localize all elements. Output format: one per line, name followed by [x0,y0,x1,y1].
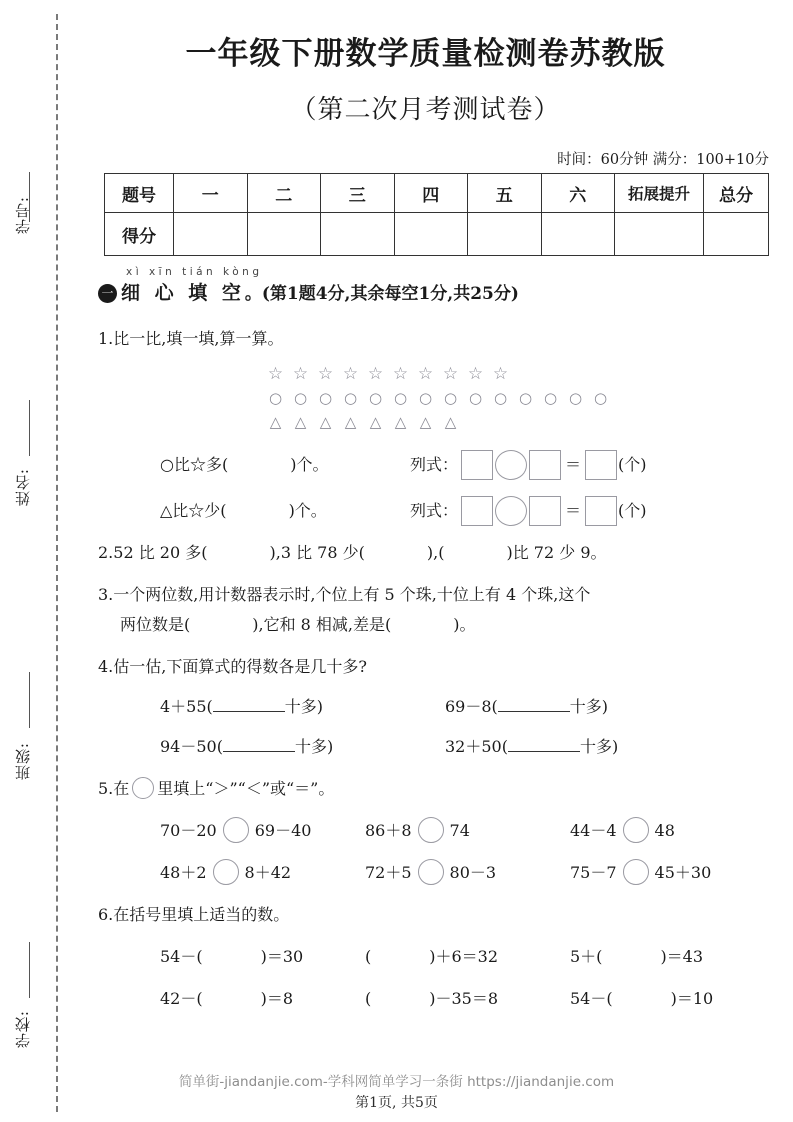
star-icon: ☆ [442,364,459,384]
question-1-shapes [98,362,775,434]
score-cell-4[interactable] [394,213,468,256]
q2-part-2: ),3 比 78 少( [269,543,365,562]
q6-pre-5: ( [365,989,372,1008]
section-number-badge: 一 [98,284,117,303]
question-5-item-4 [160,858,365,888]
q6-post-5: )－35＝8 [429,989,499,1008]
q6-post-2: )＋6＝32 [429,947,499,966]
triangle-icon: △ [394,413,407,431]
question-5 [58,774,793,888]
q5-left-3: 44－4 [570,821,617,840]
q6-post-1: )＝30 [260,947,304,966]
q5-right-3: 48 [654,821,675,840]
question-1-row-1 [98,450,775,480]
circle-icon: ○ [418,389,433,407]
triangle-icon: △ [369,413,382,431]
q5-stem-b: 里填上“＞”“＜”或“＝”。 [157,779,335,798]
star-icon: ☆ [467,364,484,384]
circle-icon: ○ [393,389,408,407]
q5-left-6: 75－7 [570,863,617,882]
section-pinyin: xì xīn tián kòng [126,266,263,278]
shape-row-triangles [263,410,775,434]
q5-left-5: 72＋5 [365,863,412,882]
q6-pre-4: 42－( [160,989,203,1008]
question-4-item-1 [160,692,445,722]
footer-watermark: 简单街-jiandanjie.com-学科网简单学习一条街 https://jiandanjie.com [178,1074,615,1090]
score-table-col-3: 三 [321,174,395,213]
margin-label-class: 班级: [14,742,32,781]
q4-expr-2: 69－8( [445,697,498,716]
equals-sign: ＝ [565,501,582,520]
footer-page-number: 第1页, 共5页 [355,1095,438,1111]
question-3-line-2 [98,610,775,640]
equation-box-operand-1[interactable] [461,496,493,526]
q6-pre-6: 54－( [570,989,613,1008]
equation-unit: (个) [618,455,647,474]
score-table-wrapper [58,173,793,256]
question-6-row-1 [98,942,775,972]
question-1-row-1-text [160,450,410,480]
question-2-text [98,538,775,568]
score-table-col-extension: 拓展提升 [615,174,704,213]
star-icon: ☆ [267,364,284,384]
score-table-col-4: 四 [394,174,468,213]
equation-label: 列式： [410,501,459,520]
comparison-circle-icon [132,777,154,799]
question-5-stem [98,774,775,804]
question-6-item-5 [365,984,570,1014]
section-header-fill-in-blanks [58,266,793,312]
star-icon: ☆ [317,364,334,384]
q5-left-1: 70－20 [160,821,217,840]
margin-label-school: 学校: [14,1010,32,1049]
equation-box-operand-1[interactable] [461,450,493,480]
equation-box-result[interactable] [585,496,617,526]
shape-row-circles [263,386,775,410]
equals-sign: ＝ [565,455,582,474]
triangle-icon: △ [444,413,457,431]
question-5-item-2 [365,816,570,846]
star-icon: ☆ [292,364,309,384]
question-6-item-1 [160,942,365,972]
triangle-icon: △ [319,413,332,431]
q2-part-4: )比 72 少 9。 [506,543,607,562]
q4-tail-2: 十多) [569,697,609,716]
circle-icon: ○ [493,389,508,407]
q6-pre-2: ( [365,947,372,966]
q6-post-4: )＝8 [260,989,294,1008]
score-table-col-1: 一 [174,174,248,213]
left-margin-strip [0,0,58,1122]
q4-expr-1: 4＋55( [160,697,213,716]
circle-icon: ○ [443,389,458,407]
comparison-answer-circle[interactable] [623,817,649,843]
score-cell-5[interactable] [468,213,542,256]
exam-meta-info: 时间：60分钟 满分：100+10分 [557,152,769,168]
q3-part-a: 两位数是( [120,615,191,634]
question-4-item-2 [445,692,730,722]
q4-tail-3: 十多) [294,737,334,756]
circle-icon: ○ [343,389,358,407]
question-5-item-3 [570,816,775,846]
triangle-icon: △ [269,413,282,431]
page-subtitle: （第二次月考测试卷） [290,95,561,125]
q4-tail-4: 十多) [579,737,619,756]
question-1-stem: 1.比一比,填一填,算一算。 [98,329,284,348]
q5-right-4: 8＋42 [244,863,292,882]
question-5-item-1 [160,816,365,846]
answer-blank-underline[interactable] [508,736,580,752]
circle-icon: ○ [518,389,533,407]
circle-icon: ○ [293,389,308,407]
comparison-answer-circle[interactable] [223,817,249,843]
comparison-answer-circle[interactable] [418,859,444,885]
q5-left-2: 86＋8 [365,821,412,840]
margin-rule-class [29,672,30,728]
question-1-row-2-text [160,496,410,526]
q2-part-3: ),( [426,543,445,562]
answer-blank-underline[interactable] [498,696,570,712]
triangle-icon: △ [419,413,432,431]
score-cell-3[interactable] [321,213,395,256]
circle-icon: ○ [543,389,558,407]
score-table-col-6: 六 [541,174,615,213]
answer-blank-underline[interactable] [213,696,285,712]
question-4 [58,652,793,762]
q5-right-6: 45＋30 [654,863,712,882]
question-1-row-2-equation [410,496,647,526]
page-title: 一年级下册数学质量检测卷苏教版 [185,36,666,72]
comparison-answer-circle[interactable] [418,817,444,843]
score-cell-1[interactable] [174,213,248,256]
triangle-icon: △ [344,413,357,431]
question-4-item-3 [160,732,445,762]
comparison-answer-circle[interactable] [623,859,649,885]
q1r2-suffix: )个。 [288,501,327,520]
section-title: 细 心 填 空 [121,282,245,304]
q6-pre-3: 5＋( [570,947,603,966]
margin-label-student-id: 学号: [14,196,32,235]
shape-row-stars [263,362,775,386]
star-icon: ☆ [417,364,434,384]
score-cell-2[interactable] [247,213,321,256]
equation-box-result[interactable] [585,450,617,480]
score-cell-total[interactable] [704,213,769,256]
answer-blank-underline[interactable] [223,736,295,752]
q5-right-1: 69－40 [254,821,312,840]
score-table-row-label-0: 题号 [105,174,174,213]
question-4-stem: 4.估一估,下面算式的得数各是几十多? [98,657,367,676]
circle-icon: ○ [593,389,608,407]
star-icon: ☆ [367,364,384,384]
question-6 [58,900,793,1014]
table-row-header [105,174,769,213]
question-5-item-5 [365,858,570,888]
question-5-item-6 [570,858,775,888]
q4-expr-3: 94－50( [160,737,223,756]
triangle-icon: △ [294,413,307,431]
question-1-row-2 [98,496,775,526]
q6-post-3: )＝43 [660,947,704,966]
margin-rule-name [29,400,30,456]
q3-part-c: )。 [453,615,476,634]
question-2 [58,538,793,568]
question-3 [58,580,793,640]
question-6-item-4 [160,984,365,1014]
circle-icon: ○ [468,389,483,407]
score-table-col-5: 五 [468,174,542,213]
question-6-stem: 6.在括号里填上适当的数。 [98,905,290,924]
star-icon: ☆ [342,364,359,384]
equation-box-operand-2[interactable] [529,450,561,480]
score-table [104,173,769,256]
q5-right-5: 80－3 [449,863,497,882]
question-3-line-1: 3.一个两位数,用计数器表示时,个位上有 5 个珠,十位上有 4 个珠,这个 [98,585,591,604]
equation-box-operator[interactable] [495,450,527,480]
circle-icon: ○ [368,389,383,407]
q5-stem-a: 5.在 [98,779,130,798]
q5-left-4: 48＋2 [160,863,207,882]
question-1-row-1-equation [410,450,647,480]
question-6-item-2 [365,942,570,972]
q4-tail-1: 十多) [284,697,324,716]
question-6-row-2 [98,984,775,1014]
equation-box-operator[interactable] [495,496,527,526]
margin-rule-student-id [29,172,30,222]
q6-pre-1: 54－( [160,947,203,966]
q4-expr-4: 32＋50( [445,737,508,756]
q6-post-6: )＝10 [670,989,714,1008]
star-icon: ☆ [492,364,509,384]
question-4-row-2 [98,732,775,762]
q1r2-prefix: △比☆少( [160,501,227,520]
margin-rule-school [29,942,30,998]
score-table-col-2: 二 [247,174,321,213]
q5-right-2: 74 [449,821,470,840]
question-4-row-1 [98,692,775,722]
score-cell-6[interactable] [541,213,615,256]
question-5-row-1 [98,816,775,846]
star-icon: ☆ [392,364,409,384]
equation-unit: (个) [618,501,647,520]
circle-icon: ○ [268,389,283,407]
q1r1-prefix: ○比☆多( [160,455,229,474]
circle-icon: ○ [318,389,333,407]
question-5-row-2 [98,858,775,888]
q1r1-suffix: )个。 [290,455,329,474]
q3-part-b: ),它和 8 相减,差是( [252,615,392,634]
question-6-item-6 [570,984,775,1014]
equation-box-operand-2[interactable] [529,496,561,526]
equation-label: 列式： [410,455,459,474]
question-1 [58,324,793,526]
worksheet-page [58,0,793,1122]
score-cell-extension[interactable] [615,213,704,256]
comparison-answer-circle[interactable] [213,859,239,885]
circle-icon: ○ [568,389,583,407]
score-table-row-label-1: 得分 [105,213,174,256]
question-6-item-3 [570,942,775,972]
score-table-col-total: 总分 [704,174,769,213]
margin-label-name: 姓名: [14,468,32,507]
question-4-item-4 [445,732,730,762]
table-row-score [105,213,769,256]
q2-part-1: 2.52 比 20 多( [98,543,208,562]
section-scoring-note: 。(第1题4分,其余每空1分,共25分) [244,284,519,304]
